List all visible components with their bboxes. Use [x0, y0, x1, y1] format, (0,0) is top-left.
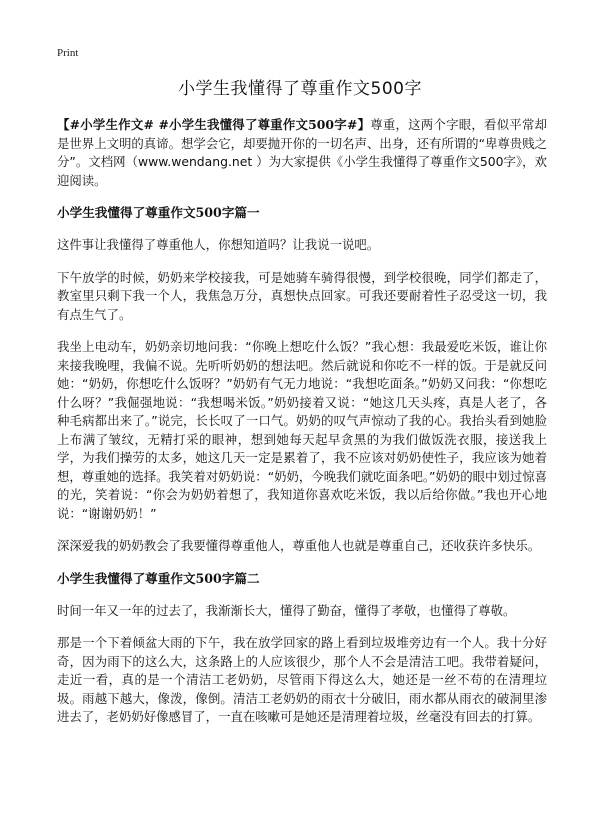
section-1-paragraph-1: 这件事让我懂得了尊重他人，你想知道吗？让我说一说吧。: [57, 237, 380, 252]
section-1-paragraph-2: 下午放学的时候，奶奶来学校接我，可是她骑车骑得很慢，到学校很晚，同学们都走了，教室里只剩下我一个人，我焦急万分，真想快点回家。可我还要耐着性子忍受这一切，我有点生气了。: [57, 269, 547, 322]
intro-paragraph: [57, 116, 547, 190]
section-2-paragraph-1: 时间一年又一年的过去了，我渐渐长大，懂得了勤奋，懂得了孝敬，也懂得了尊敬。: [57, 602, 516, 618]
article-body: [57, 116, 547, 741]
section-1-paragraph-3: 我坐上电动车，奶奶亲切地问我：“你晚上想吃什么饭？”我心想：我最爱吃米饭，谁让你来接我晚哩，我偏不说。先听听奶奶的想法吧。然后就说和你吃不一样的饭。于是就反问她：“奶奶，你想吃什么饭呀？”奶奶有气无力地说：“我想吃面条。”奶奶又问我：“你想吃什么呀？”我倔强地说：“我想喝米饭。”奶奶接着又说：“她这几天头疼，真是人老了，各种毛病都出来了。”说完，长长叹了一口气。奶奶的叹气声惊动了我的心。我抬头看到她脸上布满了皱纹，无精打采的眼神，想到她每天起早贪黑的为我们做饭洗衣服，接送我上学，为我们操劳的太多，她这几天一定是累着了，我不应该对奶奶使性子，我应该为她着想，尊重她的选择。我笑着对奶奶说：“奶奶，今晚我们就吃面条吧。”奶奶的眼中划过惊喜的光，笑着说：“你会为奶奶着想了，我知道你喜欢吃米饭，我以后给你做。”我也开心地说：“谢谢奶奶！”: [57, 339, 547, 521]
section-heading-1: 小学生我懂得了尊重作文500字篇一: [57, 205, 260, 220]
intro-tag: 【#小学生作文# #小学生我懂得了尊重作文500字#】: [57, 117, 371, 132]
print-link[interactable]: Print: [57, 47, 79, 59]
section-heading-2: 小学生我懂得了尊重作文500字篇二: [57, 570, 260, 586]
intro-text: 尊重，这两个字眼，看似平常却是世界上文明的真谛。想学会它，却要抛开你的一切名声、出身，还有所谓的“卑尊贵贱之分”。文档网（www.wendang.net ）为大家提供《小学生我懂得了尊重作文500字》，欢迎阅读。: [57, 117, 547, 188]
page-title: 小学生我懂得了尊重作文500字: [178, 79, 422, 99]
section-2-paragraph-2: 那是一个下着倾盆大雨的下午，我在放学回家的路上看到垃圾堆旁边有一个人。我十分好奇，因为雨下的这么大，这条路上的人应该很少，那个人不会是清洁工吧。我带着疑问，走近一看，真的是一个清洁工老奶奶，尽管雨下得这么大，她还是一丝不苟的在清理垃圾。雨越下越大，像泼，像倒。清洁工老奶奶的雨衣十分破旧，雨水都从雨衣的破洞里渗进去了，老奶奶好像感冒了，一直在咳嗽可是她还是清理着垃圾，丝毫没有回去的打算。: [57, 635, 547, 724]
section-1-paragraph-4: 深深爱我的奶奶教会了我要懂得尊重他人，尊重他人也就是尊重自己，还收获许多快乐。: [57, 538, 541, 553]
